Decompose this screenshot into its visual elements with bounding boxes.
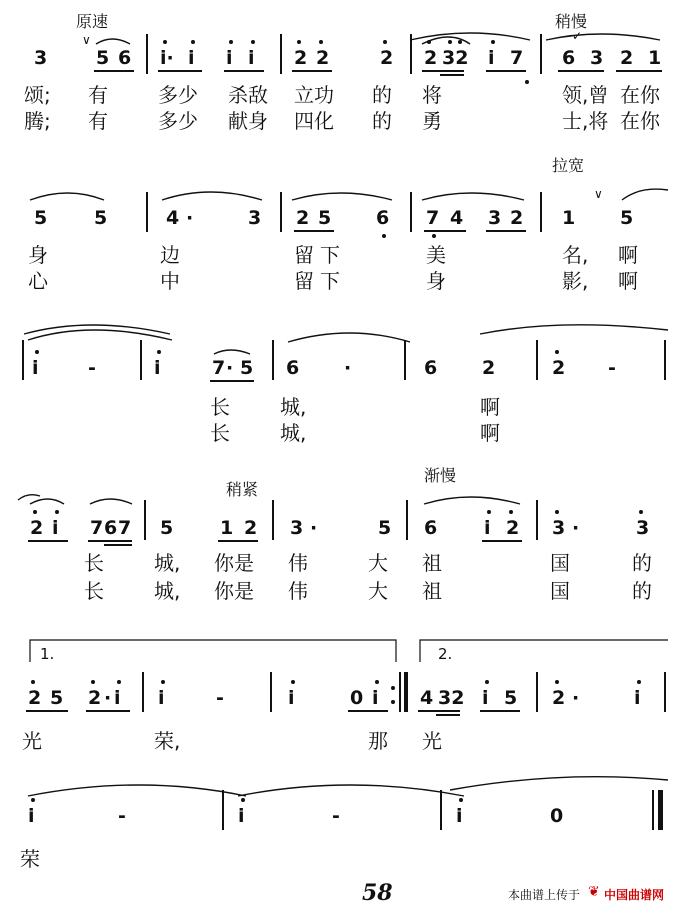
tempo-mark-yuansu: 原速 [76, 12, 109, 31]
barline [540, 34, 542, 74]
note: i [188, 47, 195, 69]
lyric: 颂; [24, 83, 51, 107]
lyric: 荣 [20, 847, 40, 871]
note: - [332, 805, 340, 827]
lyric: 有 [88, 109, 108, 133]
note: 5 [94, 207, 108, 229]
lyric: 下 [320, 269, 340, 293]
note: 6 [376, 207, 390, 229]
lyric: 长 [210, 395, 230, 419]
slurs [18, 33, 668, 796]
ending-2-label: 2. [438, 645, 453, 663]
beam [104, 544, 132, 546]
lyric: 将 [422, 83, 442, 107]
note: 0 [350, 687, 364, 709]
note: 2 [296, 207, 310, 229]
lyric: 献身 [228, 109, 268, 133]
note: 5 [34, 207, 48, 229]
barline [146, 34, 148, 74]
lyric: 名, [562, 243, 589, 267]
note: 0 [550, 805, 564, 827]
barline [22, 340, 24, 380]
note: 5 [504, 687, 518, 709]
note: i [28, 805, 35, 827]
note: i [158, 687, 165, 709]
lyric: 在你 [620, 109, 660, 133]
lyric: 腾; [24, 109, 51, 133]
barline [140, 340, 142, 380]
note: - [216, 687, 224, 709]
note: i [238, 805, 245, 827]
lyric: 边 [160, 243, 180, 267]
note: 2 [552, 687, 566, 709]
lyric: 长 [84, 551, 104, 575]
note: - [88, 357, 96, 379]
beam [224, 70, 264, 72]
breath-mark: ∨ [594, 187, 603, 201]
beam [440, 74, 464, 76]
volta-brackets [30, 640, 668, 662]
beam [158, 70, 202, 72]
note: 1 [562, 207, 576, 229]
note: 2 [28, 687, 42, 709]
note: 6 [104, 517, 118, 539]
beam [26, 710, 68, 712]
barline [440, 790, 442, 830]
note: - [608, 357, 616, 379]
lyric: 影, [562, 269, 589, 293]
beam [558, 70, 604, 72]
note: 1 [648, 47, 662, 69]
note: i [634, 687, 641, 709]
note: i [52, 517, 59, 539]
octave-dot [525, 80, 529, 84]
note: 2 [380, 47, 394, 69]
page-number: 58 [362, 880, 393, 906]
note: 3 [290, 517, 304, 539]
beam [86, 710, 130, 712]
lyric: 的 [372, 109, 392, 133]
lyric: 城, [280, 395, 307, 419]
note: · [226, 357, 234, 379]
note: i [154, 357, 161, 379]
barline [406, 500, 408, 540]
lyric: 城, [154, 551, 181, 575]
note: 2 [510, 207, 524, 229]
barline [272, 340, 274, 380]
beam [348, 710, 388, 712]
lyric: 身 [28, 243, 48, 267]
barline [144, 500, 146, 540]
note: 5 [96, 47, 110, 69]
site-logo-icon: ❦ [588, 884, 600, 900]
note: 4 [450, 207, 464, 229]
note: i [288, 687, 295, 709]
note: i· [160, 47, 174, 69]
beam [422, 70, 464, 72]
lyric: 在你 [620, 83, 660, 107]
beam [294, 230, 334, 232]
note: · [310, 517, 318, 539]
tempo-mark-shaojin: 稍紧 [226, 480, 259, 499]
barline [536, 340, 538, 380]
lyric: 祖 [422, 551, 442, 575]
note: 2 [244, 517, 258, 539]
note: 32 [442, 47, 469, 69]
lyric: 勇 [422, 109, 442, 133]
octave-dot [382, 234, 386, 238]
note: 2 [506, 517, 520, 539]
note: i [226, 47, 233, 69]
lyric: 立功 [294, 83, 334, 107]
lyric: 领,曾 [562, 83, 609, 107]
note: 4 [166, 207, 180, 229]
barline [410, 34, 412, 74]
note: 6 [286, 357, 300, 379]
note: i [372, 687, 379, 709]
note: 5 [378, 517, 392, 539]
octave-dot [432, 234, 436, 238]
breath-mark: ✓ [572, 29, 583, 43]
lyric: 留 [294, 269, 314, 293]
lyric: 光 [422, 729, 442, 753]
lyric: 的 [372, 83, 392, 107]
note: 5 [318, 207, 332, 229]
beam [292, 70, 332, 72]
note: 2 [294, 47, 308, 69]
note: 3 [552, 517, 566, 539]
lyric: 杀敌 [228, 83, 268, 107]
tempo-mark-shaoman: 稍慢 [555, 12, 588, 31]
beam [88, 540, 132, 542]
note: · [572, 687, 580, 709]
note: · [186, 207, 194, 229]
beam [436, 714, 460, 716]
note: 2 [482, 357, 496, 379]
note: 2 [552, 357, 566, 379]
beam [486, 70, 526, 72]
beam [616, 70, 662, 72]
note: i [484, 517, 491, 539]
lyric: 长 [210, 421, 230, 445]
note: 2 [424, 47, 438, 69]
lyric: 光 [22, 729, 42, 753]
lyric: 大 [368, 551, 388, 575]
lyric: 祖 [422, 579, 442, 603]
beam [480, 710, 520, 712]
note: i [248, 47, 255, 69]
final-barline [652, 790, 654, 830]
lyric: 四化 [294, 109, 334, 133]
lyric: 城, [280, 421, 307, 445]
note: 7 [90, 517, 104, 539]
note: 4 [420, 687, 434, 709]
barline [664, 340, 666, 380]
barline [536, 500, 538, 540]
note: 7 [118, 517, 132, 539]
lyric: 身 [426, 269, 446, 293]
beam [424, 230, 466, 232]
note: i [456, 805, 463, 827]
barline [280, 34, 282, 74]
note: 2 [88, 687, 102, 709]
lyric: 长 [84, 579, 104, 603]
lyric: 啊 [480, 421, 500, 445]
lyric: 你是 [214, 551, 254, 575]
breath-mark: ∨ [82, 33, 91, 47]
lyric: 啊 [618, 269, 638, 293]
note: 32 [438, 687, 465, 709]
note: 3 [488, 207, 502, 229]
repeat-barline-thick [404, 672, 408, 712]
barline [272, 500, 274, 540]
note: i [488, 47, 495, 69]
barline [222, 790, 224, 830]
note: · [572, 517, 580, 539]
note: 6 [424, 517, 438, 539]
lyric: 多少 [158, 83, 198, 107]
lyric: 你是 [214, 579, 254, 603]
tempo-mark-lakuan: 拉宽 [552, 156, 585, 175]
note: 1 [220, 517, 234, 539]
repeat-barline [399, 672, 401, 712]
repeat-dot [391, 700, 395, 704]
note: 5 [50, 687, 64, 709]
note: 3 [248, 207, 262, 229]
barline [540, 192, 542, 232]
lyric: 城, [154, 579, 181, 603]
note: · [344, 357, 352, 379]
note: 7 [212, 357, 226, 379]
final-barline-thick [658, 790, 663, 830]
lyric: 有 [88, 83, 108, 107]
lyric: 美 [426, 243, 446, 267]
lyric: 多少 [158, 109, 198, 133]
note: 6 [118, 47, 132, 69]
note: 2 [30, 517, 44, 539]
lyric: 留 [294, 243, 314, 267]
lyric: 啊 [480, 395, 500, 419]
lyric: 伟 [288, 551, 308, 575]
note: 5 [160, 517, 174, 539]
lyric: 啊 [618, 243, 638, 267]
note: - [118, 805, 126, 827]
barline [404, 340, 406, 380]
beam [218, 540, 258, 542]
tempo-mark-jianman: 渐慢 [424, 466, 457, 485]
barline [536, 672, 538, 712]
lyric: 心 [28, 269, 48, 293]
lyric: 大 [368, 579, 388, 603]
barline [664, 672, 666, 712]
beam [210, 380, 254, 382]
ending-1-label: 1. [40, 645, 55, 663]
lyric: 下 [320, 243, 340, 267]
note: 2 [620, 47, 634, 69]
beam [28, 540, 68, 542]
barline [142, 672, 144, 712]
note: 5 [240, 357, 254, 379]
lyric: 国 [550, 551, 570, 575]
lyric: 中 [160, 269, 180, 293]
lyric: 伟 [288, 579, 308, 603]
beam [486, 230, 526, 232]
barline [146, 192, 148, 232]
lyric: 的 [632, 579, 652, 603]
note: i [482, 687, 489, 709]
note: 3 [590, 47, 604, 69]
note: 7 [510, 47, 524, 69]
barline [270, 672, 272, 712]
barline [280, 192, 282, 232]
note: 2 [316, 47, 330, 69]
lyric: 士,将 [562, 109, 609, 133]
note: 3 [34, 47, 48, 69]
note: 6 [424, 357, 438, 379]
note: i [114, 687, 121, 709]
lyric: 国 [550, 579, 570, 603]
barline [410, 192, 412, 232]
note: 5 [620, 207, 634, 229]
site-name: 中国曲谱网 [604, 888, 665, 902]
note: 7 [426, 207, 440, 229]
note: 6 [562, 47, 576, 69]
upload-note: 本曲谱上传于 [508, 888, 581, 902]
beam [418, 710, 460, 712]
lyric: 的 [632, 551, 652, 575]
lyric: 荣, [154, 729, 181, 753]
lyric: 那 [368, 729, 388, 753]
note: i [32, 357, 39, 379]
beam [94, 70, 134, 72]
note: · [104, 687, 112, 709]
note: 3 [636, 517, 650, 539]
repeat-dot [391, 686, 395, 690]
beam [482, 540, 522, 542]
